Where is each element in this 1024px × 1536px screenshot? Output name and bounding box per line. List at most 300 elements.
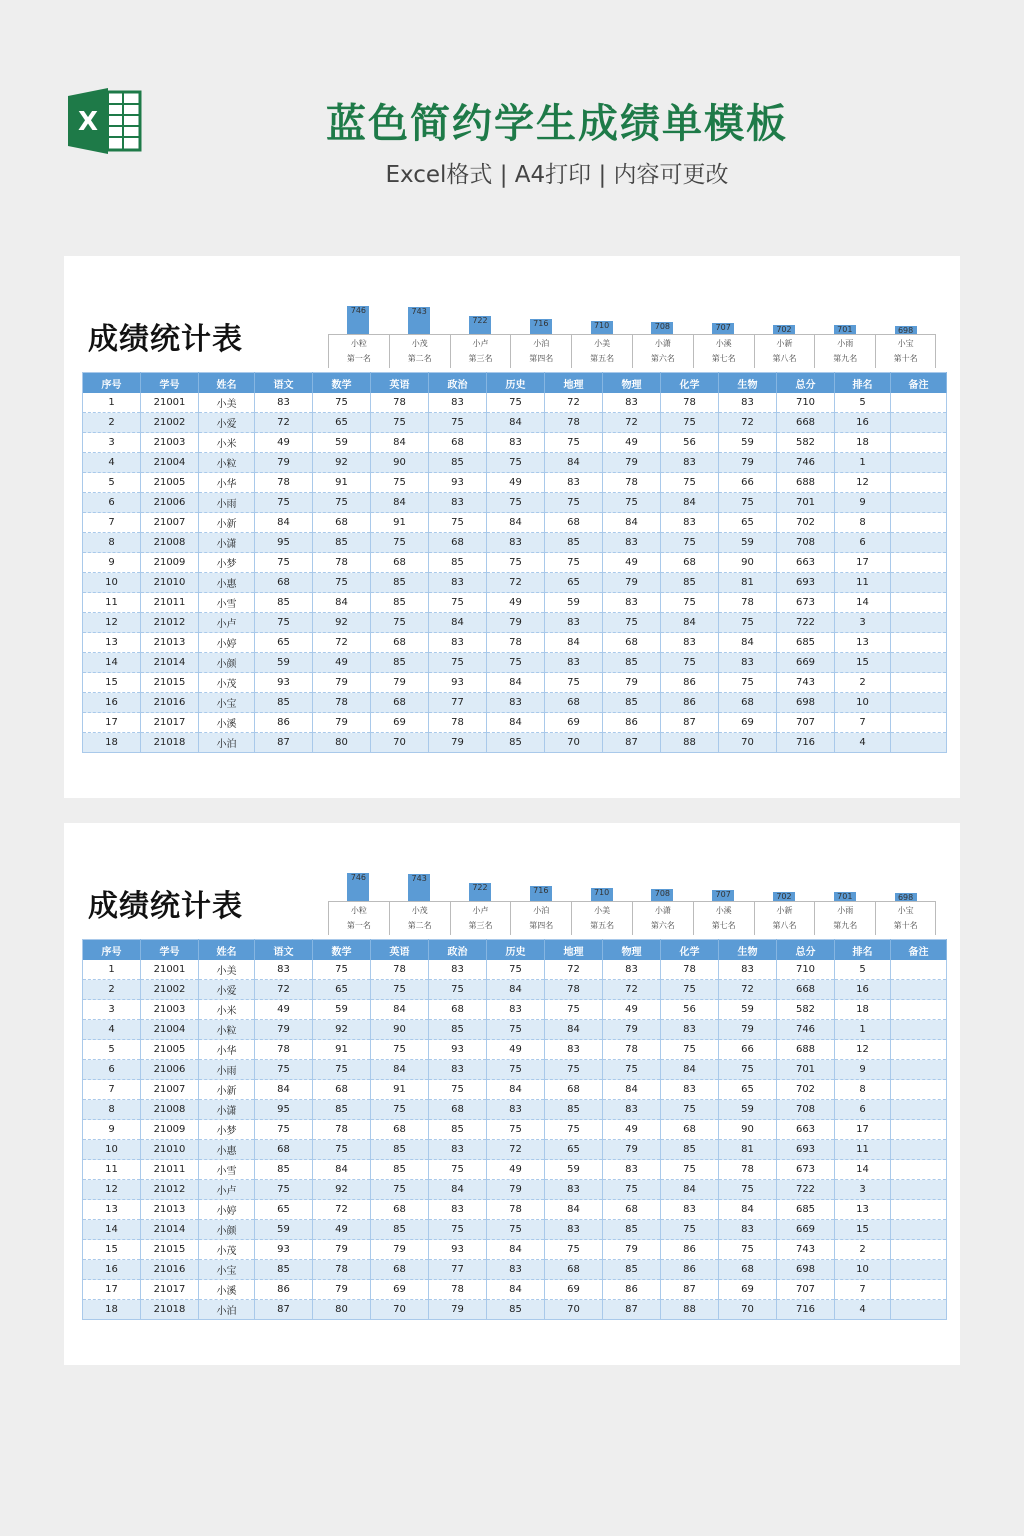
table-cell: 小爱 [199, 413, 255, 433]
chart-category-rank: 第八名 [772, 354, 797, 363]
table-cell: 68 [545, 1260, 603, 1280]
chart-category-rank: 第六名 [650, 354, 675, 363]
table-cell: 75 [313, 573, 371, 593]
table-cell: 21016 [141, 693, 199, 713]
table-cell: 85 [661, 1140, 719, 1160]
table-cell: 11 [83, 1160, 141, 1180]
table-cell: 81 [719, 1140, 777, 1160]
table-row [83, 713, 947, 733]
table-cell: 84 [719, 633, 777, 653]
table-cell: 83 [545, 653, 603, 673]
table-cell: 68 [719, 1260, 777, 1280]
table-cell: 85 [313, 533, 371, 553]
chart-bar-value-label: 708 [654, 889, 671, 899]
chart-category-box [754, 334, 815, 368]
table-cell: 78 [603, 1040, 661, 1060]
table-cell: 79 [371, 1240, 429, 1260]
table-cell: 4 [83, 1020, 141, 1040]
table-cell: 83 [545, 1180, 603, 1200]
table-cell: 85 [255, 1160, 313, 1180]
table-cell: 87 [603, 1300, 661, 1320]
table-cell: 59 [719, 1000, 777, 1020]
table-cell: 5 [835, 960, 891, 980]
chart-column [754, 298, 815, 368]
column-header: 生物 [719, 940, 777, 961]
table-cell: 21007 [141, 513, 199, 533]
column-header: 生物 [719, 373, 777, 394]
chart-category-name: 小美 [594, 339, 611, 348]
table-cell: 1 [835, 1020, 891, 1040]
chart-column [389, 298, 450, 368]
table-cell: 10 [83, 1140, 141, 1160]
table-cell: 84 [719, 1200, 777, 1220]
chart-bar-area [571, 865, 632, 901]
table-cell: 14 [835, 1160, 891, 1180]
table-cell: 小潇 [199, 533, 255, 553]
table-cell: 小美 [199, 960, 255, 980]
table-row [83, 1060, 947, 1080]
table-cell: 6 [83, 1060, 141, 1080]
table-cell: 668 [777, 980, 835, 1000]
table-row [83, 673, 947, 693]
table-cell: 707 [777, 713, 835, 733]
table-cell: 10 [835, 1260, 891, 1280]
table-cell: 2 [835, 673, 891, 693]
table-cell: 49 [487, 1040, 545, 1060]
chart-bar-area [875, 865, 936, 901]
chart-category-rank: 第十名 [893, 921, 918, 930]
table-cell [891, 573, 947, 593]
table-cell [891, 413, 947, 433]
table-cell: 78 [661, 960, 719, 980]
column-header: 姓名 [199, 373, 255, 394]
table-cell: 59 [719, 1100, 777, 1120]
table-cell: 75 [371, 1040, 429, 1060]
table-cell: 85 [487, 1300, 545, 1320]
chart-bar-area [450, 865, 511, 901]
table-row [83, 613, 947, 633]
table-cell: 15 [83, 673, 141, 693]
table-row [83, 1240, 947, 1260]
table-cell [891, 1180, 947, 1200]
table-cell: 87 [603, 733, 661, 753]
table-cell: 83 [719, 960, 777, 980]
table-cell: 75 [661, 1100, 719, 1120]
table-cell: 70 [719, 1300, 777, 1320]
table-cell: 85 [429, 1020, 487, 1040]
table-cell: 83 [603, 533, 661, 553]
table-cell: 75 [603, 1180, 661, 1200]
table-cell: 701 [777, 1060, 835, 1080]
table-row [83, 1020, 947, 1040]
chart-category-rank: 第七名 [711, 921, 736, 930]
chart-category-rank: 第二名 [407, 921, 432, 930]
table-cell [891, 733, 947, 753]
table-cell: 72 [255, 413, 313, 433]
table-cell: 75 [371, 980, 429, 1000]
table-cell: 78 [313, 693, 371, 713]
chart-column [693, 865, 754, 935]
table-cell: 75 [661, 533, 719, 553]
chart-bar-area [510, 865, 571, 901]
chart-bar-value-label: 702 [776, 891, 792, 901]
table-cell: 84 [255, 513, 313, 533]
column-header: 总分 [777, 373, 835, 394]
table-cell: 92 [313, 1180, 371, 1200]
table-cell: 72 [313, 633, 371, 653]
table-cell: 84 [603, 513, 661, 533]
table-cell: 84 [429, 1180, 487, 1200]
table-cell: 88 [661, 1300, 719, 1320]
table-cell: 小粒 [199, 453, 255, 473]
table-cell: 75 [719, 613, 777, 633]
table-cell: 668 [777, 413, 835, 433]
table-cell: 701 [777, 493, 835, 513]
table-cell: 77 [429, 1260, 487, 1280]
table-cell: 87 [661, 1280, 719, 1300]
table-cell: 68 [545, 513, 603, 533]
table-cell: 663 [777, 1120, 835, 1140]
table-cell: 5 [83, 1040, 141, 1060]
table-cell: 75 [661, 980, 719, 1000]
chart-bar-value-label: 710 [593, 321, 610, 331]
table-cell: 79 [313, 1240, 371, 1260]
column-header: 历史 [487, 940, 545, 961]
table-cell: 85 [313, 1100, 371, 1120]
table-cell: 83 [545, 1220, 603, 1240]
chart-category-name: 小宝 [897, 906, 914, 915]
column-header: 物理 [603, 373, 661, 394]
chart-category-rank: 第四名 [529, 354, 554, 363]
table-cell: 68 [719, 693, 777, 713]
table-cell: 693 [777, 573, 835, 593]
table-cell: 83 [719, 393, 777, 413]
table-row [83, 1000, 947, 1020]
table-cell: 69 [371, 1280, 429, 1300]
table-cell [891, 1140, 947, 1160]
chart-category-rank: 第四名 [529, 921, 554, 930]
score-table [82, 939, 947, 1320]
column-header: 排名 [835, 373, 891, 394]
table-cell: 85 [603, 1260, 661, 1280]
chart-category-name: 小宝 [897, 339, 914, 348]
table-cell: 84 [661, 613, 719, 633]
table-row [83, 393, 947, 413]
table-cell: 83 [429, 1060, 487, 1080]
table-cell: 69 [719, 1280, 777, 1300]
rank-bar-chart [328, 865, 936, 935]
chart-bar-area [632, 865, 693, 901]
table-cell: 16 [83, 1260, 141, 1280]
table-cell: 75 [487, 393, 545, 413]
table-cell: 65 [719, 1080, 777, 1100]
column-header: 备注 [891, 940, 947, 961]
chart-bar-area [571, 298, 632, 334]
chart-column [632, 298, 693, 368]
table-row [83, 453, 947, 473]
table-row [83, 1220, 947, 1240]
table-cell: 673 [777, 593, 835, 613]
chart-bar-value-label: 716 [533, 318, 549, 328]
table-cell: 13 [835, 1200, 891, 1220]
table-cell: 72 [545, 393, 603, 413]
rank-bar-chart [328, 298, 936, 368]
table-cell: 79 [255, 1020, 313, 1040]
chart-category-box [328, 901, 389, 935]
table-cell [891, 713, 947, 733]
table-cell: 21015 [141, 673, 199, 693]
chart-column [571, 865, 632, 935]
table-cell: 80 [313, 1300, 371, 1320]
table-cell: 75 [487, 493, 545, 513]
table-cell: 83 [487, 1260, 545, 1280]
table-cell: 小雨 [199, 493, 255, 513]
table-cell: 75 [661, 473, 719, 493]
table-cell: 68 [429, 433, 487, 453]
table-cell: 2 [835, 1240, 891, 1260]
table-cell: 663 [777, 553, 835, 573]
column-header: 化学 [661, 373, 719, 394]
table-row [83, 1040, 947, 1060]
table-cell: 83 [603, 393, 661, 413]
chart-bar-area [754, 865, 815, 901]
chart-column [875, 298, 936, 368]
table-cell: 75 [255, 553, 313, 573]
table-cell: 79 [603, 1140, 661, 1160]
table-cell: 68 [429, 533, 487, 553]
table-cell: 83 [603, 593, 661, 613]
table-cell: 4 [83, 453, 141, 473]
table-cell: 84 [661, 1180, 719, 1200]
table-cell [891, 1040, 947, 1060]
table-cell: 93 [429, 1240, 487, 1260]
chart-category-name: 小美 [594, 906, 611, 915]
table-cell: 83 [429, 493, 487, 513]
table-cell: 75 [313, 1060, 371, 1080]
table-body [83, 960, 947, 1320]
table-cell: 75 [545, 1060, 603, 1080]
table-cell: 716 [777, 1300, 835, 1320]
page-subtitle: Excel格式 | A4打印 | 内容可更改 [385, 162, 729, 188]
chart-bar-value-label: 707 [715, 889, 731, 899]
chart-bar-value-label: 701 [837, 892, 853, 902]
table-cell: 11 [83, 593, 141, 613]
table-cell: 小颜 [199, 653, 255, 673]
table-cell: 84 [545, 633, 603, 653]
chart-column [389, 865, 450, 935]
chart-bar-value-label: 710 [593, 888, 610, 898]
chart-column [328, 865, 389, 935]
table-cell: 21014 [141, 653, 199, 673]
table-cell: 68 [371, 1260, 429, 1280]
table-cell: 小潇 [199, 1100, 255, 1120]
table-cell: 21010 [141, 573, 199, 593]
table-cell: 9 [83, 553, 141, 573]
column-header: 物理 [603, 940, 661, 961]
table-cell [891, 613, 947, 633]
table-cell: 83 [661, 1200, 719, 1220]
table-cell: 小美 [199, 393, 255, 413]
table-cell: 91 [313, 1040, 371, 1060]
table-cell: 小粒 [199, 1020, 255, 1040]
table-cell: 88 [661, 733, 719, 753]
chart-category-name: 小溪 [715, 339, 732, 348]
table-cell: 69 [545, 1280, 603, 1300]
table-cell: 83 [429, 1200, 487, 1220]
table-cell: 85 [371, 593, 429, 613]
table-cell: 小梦 [199, 553, 255, 573]
chart-category-box [875, 901, 936, 935]
table-cell: 68 [429, 1000, 487, 1020]
table-cell: 84 [487, 1280, 545, 1300]
table-cell: 72 [719, 980, 777, 1000]
table-cell: 68 [371, 1120, 429, 1140]
table-cell: 18 [83, 1300, 141, 1320]
table-cell: 7 [83, 513, 141, 533]
table-cell: 17 [835, 553, 891, 573]
table-cell: 83 [545, 473, 603, 493]
table-cell: 小泊 [199, 733, 255, 753]
table-cell [891, 553, 947, 573]
column-header: 历史 [487, 373, 545, 394]
table-cell: 84 [603, 1080, 661, 1100]
chart-category-name: 小茂 [411, 339, 428, 348]
table-cell: 84 [545, 453, 603, 473]
table-cell: 72 [545, 960, 603, 980]
table-cell [891, 593, 947, 613]
table-cell: 78 [487, 1200, 545, 1220]
table-row [83, 1180, 947, 1200]
column-header: 序号 [83, 373, 141, 394]
table-cell: 69 [719, 713, 777, 733]
table-cell: 79 [313, 673, 371, 693]
chart-bar-area [389, 865, 450, 901]
table-cell: 91 [313, 473, 371, 493]
table-cell [891, 1080, 947, 1100]
table-cell: 83 [487, 533, 545, 553]
table-cell: 83 [661, 453, 719, 473]
table-cell: 743 [777, 1240, 835, 1260]
table-cell [891, 1020, 947, 1040]
table-cell: 17 [83, 1280, 141, 1300]
chart-category-box [754, 901, 815, 935]
table-cell: 93 [429, 673, 487, 693]
chart-column [328, 298, 389, 368]
chart-category-box [693, 334, 754, 368]
table-cell: 75 [429, 980, 487, 1000]
table-cell: 65 [255, 633, 313, 653]
column-header: 语文 [255, 373, 313, 394]
table-cell: 83 [603, 1160, 661, 1180]
chart-category-rank: 第八名 [772, 921, 797, 930]
table-row [83, 433, 947, 453]
table-cell [891, 433, 947, 453]
table-cell: 70 [371, 733, 429, 753]
table-cell: 21012 [141, 1180, 199, 1200]
table-cell [891, 533, 947, 553]
table-cell: 84 [487, 673, 545, 693]
table-cell: 83 [545, 613, 603, 633]
table-cell: 92 [313, 613, 371, 633]
table-cell: 85 [255, 593, 313, 613]
table-cell: 21006 [141, 493, 199, 513]
table-cell: 15 [835, 653, 891, 673]
table-cell: 75 [313, 393, 371, 413]
table-cell: 66 [719, 473, 777, 493]
table-cell [891, 1280, 947, 1300]
table-cell: 68 [429, 1100, 487, 1120]
table-cell: 75 [661, 1040, 719, 1060]
page-title: 蓝色简约学生成绩单模板 [326, 101, 788, 147]
table-cell: 70 [371, 1300, 429, 1320]
table-cell: 65 [255, 1200, 313, 1220]
chart-bar-value-label: 743 [411, 307, 427, 317]
table-cell: 710 [777, 960, 835, 980]
table-cell: 21003 [141, 433, 199, 453]
chart-column [510, 298, 571, 368]
chart-category-name: 小粒 [350, 906, 367, 915]
chart-category-box [571, 334, 632, 368]
table-cell: 83 [255, 393, 313, 413]
table-cell: 72 [313, 1200, 371, 1220]
table-cell: 小茂 [199, 673, 255, 693]
chart-category-box [814, 334, 875, 368]
table-cell: 21011 [141, 593, 199, 613]
table-cell: 59 [719, 533, 777, 553]
table-cell: 21012 [141, 613, 199, 633]
table-cell: 12 [83, 1180, 141, 1200]
chart-category-name: 小雨 [837, 339, 854, 348]
table-cell: 75 [371, 473, 429, 493]
table-cell: 21003 [141, 1000, 199, 1020]
table-cell: 87 [661, 713, 719, 733]
column-header: 地理 [545, 373, 603, 394]
table-cell: 79 [603, 1020, 661, 1040]
table-cell [891, 960, 947, 980]
table-cell: 698 [777, 1260, 835, 1280]
table-cell: 21017 [141, 1280, 199, 1300]
table-cell: 78 [661, 393, 719, 413]
table-cell: 75 [429, 593, 487, 613]
table-cell: 小华 [199, 1040, 255, 1060]
chart-category-box [814, 901, 875, 935]
table-cell [891, 493, 947, 513]
table-row [83, 960, 947, 980]
table-cell: 70 [545, 733, 603, 753]
table-cell: 72 [487, 1140, 545, 1160]
table-cell: 79 [487, 1180, 545, 1200]
chart-category-box [510, 901, 571, 935]
table-cell: 1 [83, 960, 141, 980]
table-cell: 78 [371, 393, 429, 413]
table-cell: 21018 [141, 1300, 199, 1320]
table-cell: 86 [661, 1260, 719, 1280]
table-cell: 6 [83, 493, 141, 513]
table-header-row [83, 373, 947, 394]
table-cell: 68 [371, 693, 429, 713]
table-cell [891, 1120, 947, 1140]
table-cell: 3 [83, 1000, 141, 1020]
table-cell: 75 [255, 1060, 313, 1080]
table-cell: 707 [777, 1280, 835, 1300]
column-header: 数学 [313, 373, 371, 394]
table-cell: 68 [313, 1080, 371, 1100]
table-cell: 75 [487, 1060, 545, 1080]
table-cell: 小爱 [199, 980, 255, 1000]
table-cell: 68 [603, 1200, 661, 1220]
table-cell: 75 [255, 1120, 313, 1140]
table-cell: 84 [313, 593, 371, 613]
